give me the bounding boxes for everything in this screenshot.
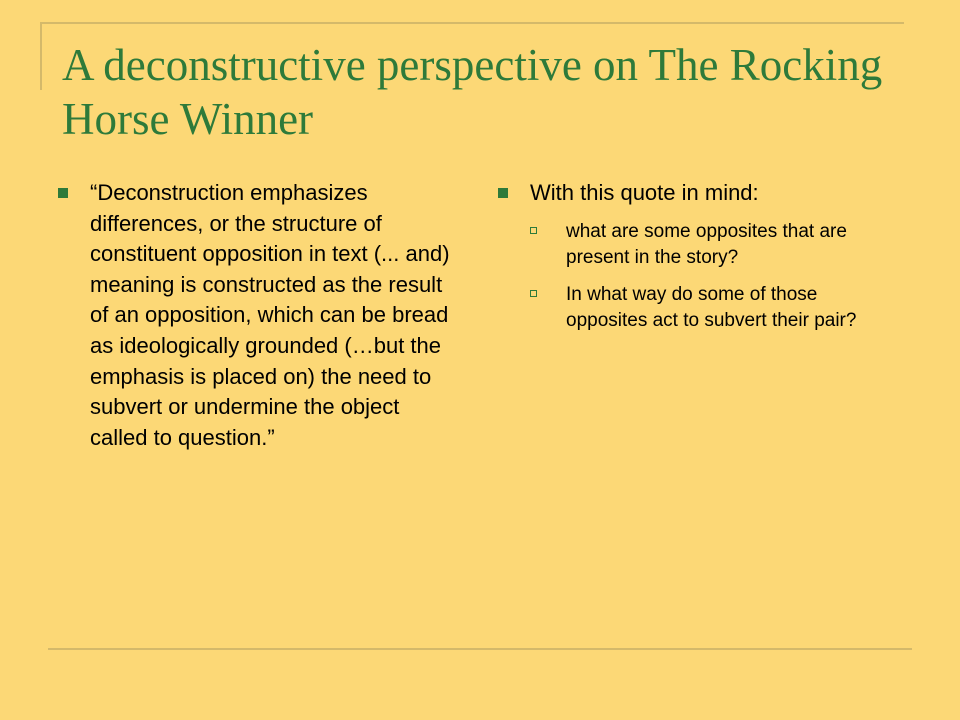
quote-bullet <box>58 178 458 453</box>
sub-bullet <box>498 282 878 335</box>
prompt-text: With this quote in mind: <box>530 180 759 205</box>
sub-bullet-text: In what way do some of those opposites act to subvert their pair? <box>566 283 857 332</box>
decorative-bottom-line <box>48 648 912 650</box>
hollow-square-bullet-icon <box>530 290 537 297</box>
hollow-square-bullet-icon <box>530 227 537 234</box>
slide-title: A deconstructive perspective on The Rocking Horse Winner <box>62 40 883 144</box>
right-column <box>498 178 878 335</box>
decorative-vertical-line <box>40 22 42 90</box>
quote-text: “Deconstruction emphasizes differences, or the structure of constituent opposition in text (... and) meaning is constructed as the result of an opposition, which can be bread as ideologically grounded (…but the emphasis is placed on) the need to subvert or undermine the object called to question.” <box>90 180 450 450</box>
prompt-bullet <box>498 178 878 209</box>
square-bullet-icon <box>498 188 508 198</box>
sub-bullet <box>498 219 878 272</box>
sub-bullet-text: what are some opposites that are present in the story? <box>566 220 847 269</box>
left-column <box>58 178 458 453</box>
square-bullet-icon <box>58 188 68 198</box>
decorative-top-line <box>40 22 904 24</box>
